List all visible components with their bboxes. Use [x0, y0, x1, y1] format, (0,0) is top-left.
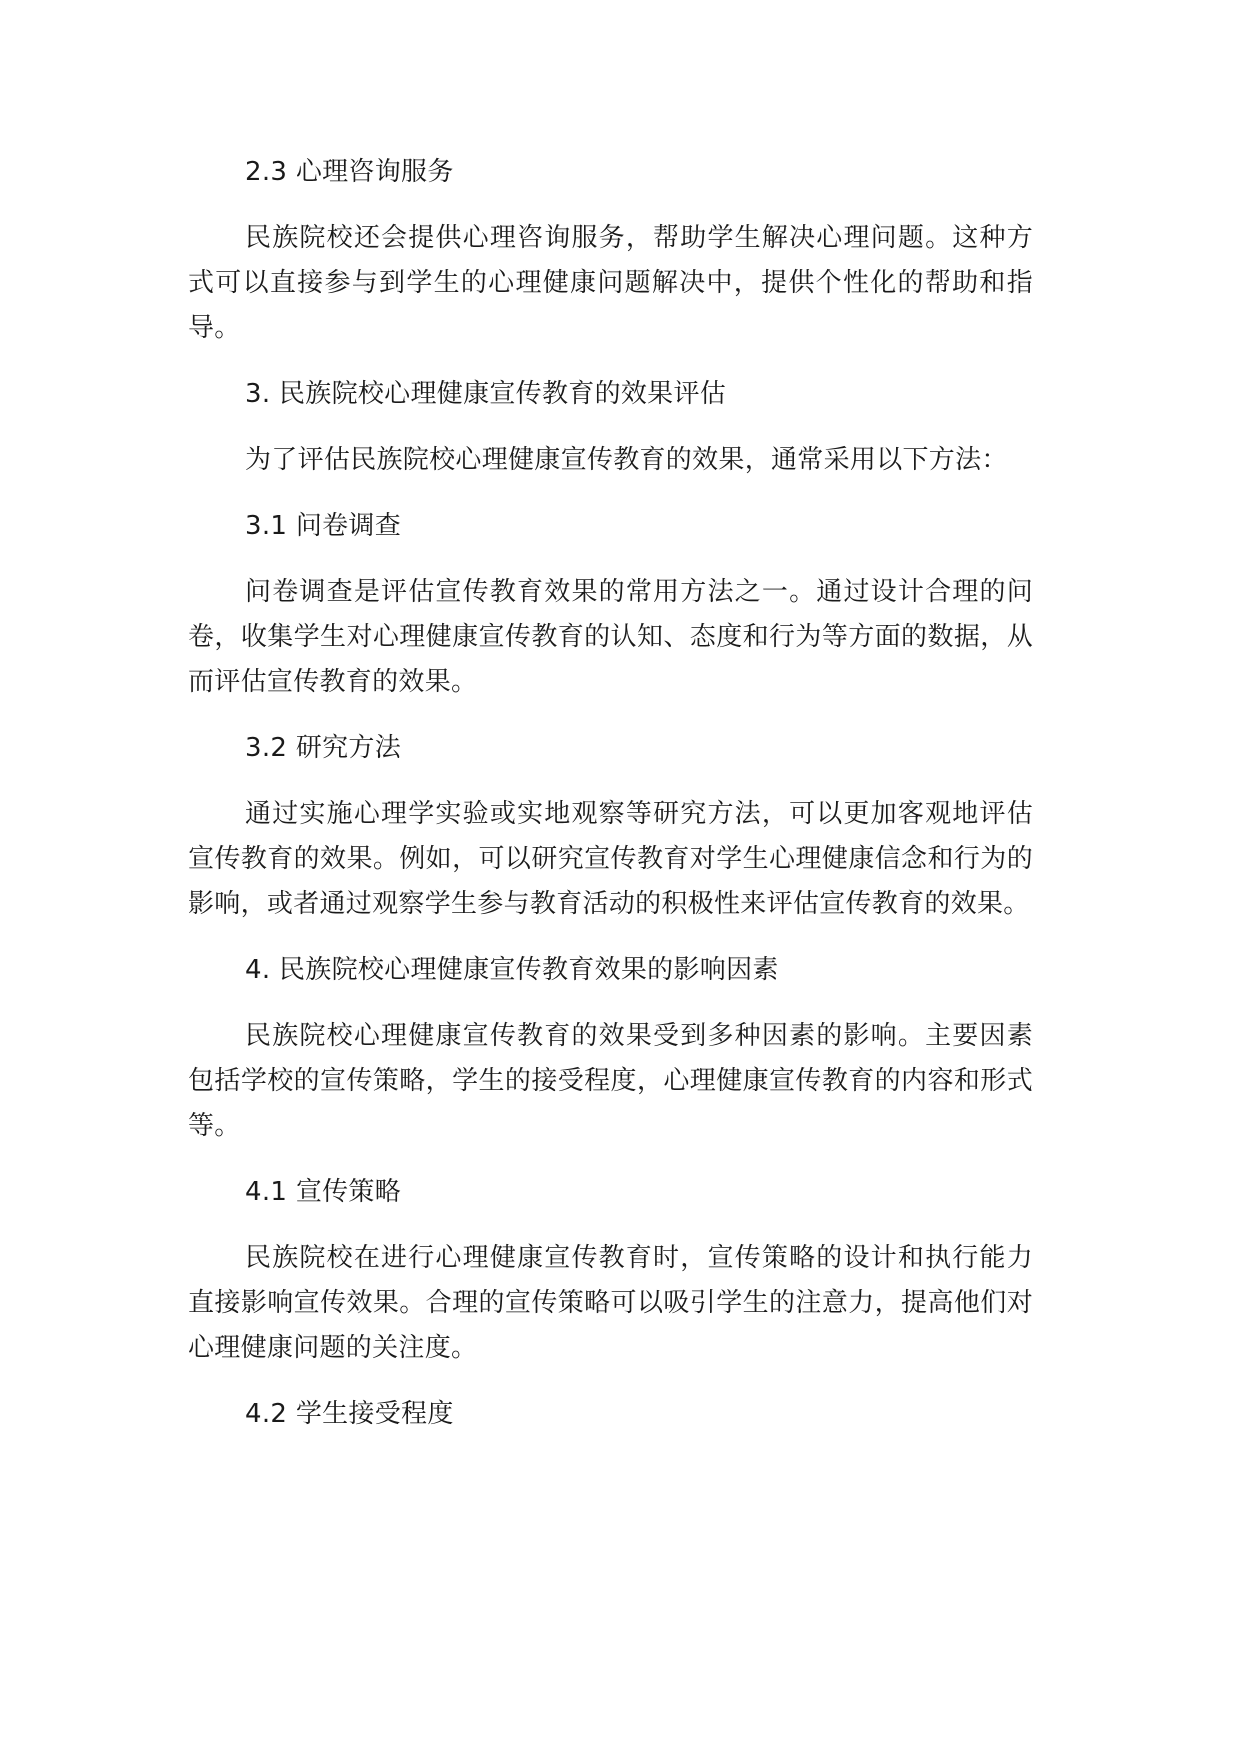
- section-heading-3: 3. 民族院校心理健康宣传教育的效果评估: [245, 379, 727, 409]
- section-heading-3-1: 3.1 问卷调查: [245, 511, 402, 541]
- document-body: [188, 150, 1033, 1458]
- section-heading-4: 4. 民族院校心理健康宣传教育效果的影响因素: [245, 955, 779, 985]
- section-heading-3-2: 3.2 研究方法: [245, 733, 402, 763]
- paragraph-research-methods: 通过实施心理学实验或实地观察等研究方法，可以更加客观地评估宣传教育的效果。例如，可以研究宣传教育对学生心理健康信念和行为的影响，或者通过观察学生参与教育活动的积极性来评估宣传教育的效果。: [188, 799, 1033, 919]
- paragraph-counseling: 民族院校还会提供心理咨询服务，帮助学生解决心理问题。这种方式可以直接参与到学生的心理健康问题解决中，提供个性化的帮助和指导。: [188, 223, 1033, 343]
- paragraph-questionnaire: 问卷调查是评估宣传教育效果的常用方法之一。通过设计合理的问卷，收集学生对心理健康宣传教育的认知、态度和行为等方面的数据，从而评估宣传教育的效果。: [188, 577, 1033, 697]
- section-heading-4-1: 4.1 宣传策略: [245, 1177, 402, 1207]
- section-heading-4-2: 4.2 学生接受程度: [245, 1399, 454, 1429]
- paragraph-influencing-factors: 民族院校心理健康宣传教育的效果受到多种因素的影响。主要因素包括学校的宣传策略，学生的接受程度，心理健康宣传教育的内容和形式等。: [188, 1021, 1033, 1141]
- section-heading-2-3: 2.3 心理咨询服务: [245, 157, 454, 187]
- paragraph-strategy: 民族院校在进行心理健康宣传教育时，宣传策略的设计和执行能力直接影响宣传效果。合理的宣传策略可以吸引学生的注意力，提高他们对心理健康问题的关注度。: [188, 1243, 1033, 1363]
- paragraph-evaluation-intro: 为了评估民族院校心理健康宣传教育的效果，通常采用以下方法：: [245, 445, 1008, 475]
